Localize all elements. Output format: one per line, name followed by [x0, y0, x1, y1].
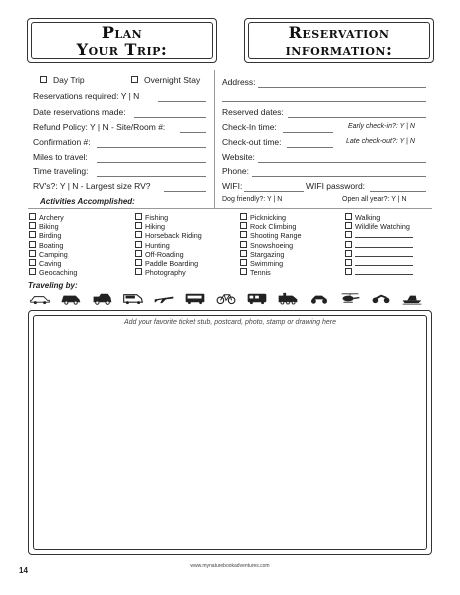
activity-item[interactable]	[240, 268, 271, 277]
activity-checkbox[interactable]	[29, 250, 36, 257]
activity-label: Fishing	[145, 213, 169, 222]
address-line-2[interactable]	[222, 101, 426, 102]
activity-item[interactable]	[29, 268, 77, 277]
activity-checkbox[interactable]	[240, 213, 247, 220]
confirmation-line[interactable]	[97, 147, 206, 148]
activity-label: Geocaching	[39, 268, 78, 278]
activity-checkbox[interactable]	[240, 259, 247, 266]
check-out-time-label: Check-out time:	[222, 137, 282, 147]
activity-checkbox[interactable]	[135, 213, 142, 220]
activity-label: Wildlife Watching	[355, 222, 410, 232]
activity-checkbox[interactable]	[345, 213, 352, 220]
traveling-heading: Traveling by:	[28, 281, 78, 290]
miles-to-travel-line[interactable]	[97, 162, 206, 163]
activity-item[interactable]	[135, 222, 165, 231]
suv-icon	[60, 291, 82, 305]
activity-item[interactable]	[240, 259, 283, 268]
reserved-dates-label: Reserved dates:	[222, 107, 284, 117]
activity-item[interactable]	[29, 222, 59, 231]
dog-friendly-label: Dog friendly?: Y | N	[222, 196, 283, 203]
activity-checkbox[interactable]	[29, 241, 36, 248]
refund-policy-label: Refund Policy: Y | N - Site/Room #:	[33, 122, 166, 132]
train-icon	[277, 291, 299, 305]
activity-item[interactable]	[240, 213, 286, 222]
wifi-password-line[interactable]	[370, 191, 426, 192]
activity-item[interactable]	[29, 231, 61, 240]
open-all-year-label: Open all year?: Y | N	[342, 196, 407, 203]
activity-checkbox[interactable]	[29, 222, 36, 229]
day-trip-label: Day Trip	[53, 75, 85, 85]
activity-checkbox[interactable]	[240, 222, 247, 229]
activity-label: Stargazing	[250, 249, 285, 259]
activity-item[interactable]	[345, 213, 380, 222]
activity-checkbox[interactable]	[240, 268, 247, 275]
site-room-line[interactable]	[180, 132, 206, 133]
activity-label: Hunting	[145, 240, 170, 250]
plan-title-line1: Plan	[101, 23, 143, 42]
check-out-time-line[interactable]	[287, 147, 333, 148]
activity-label: Walking	[355, 213, 381, 222]
activity-item[interactable]	[345, 241, 413, 250]
activity-checkbox[interactable]	[29, 231, 36, 238]
phone-label: Phone:	[222, 166, 249, 176]
wifi-line[interactable]	[244, 191, 304, 192]
activity-label: Horseback Riding	[145, 231, 202, 241]
reservation-title-line2: information:	[285, 40, 393, 59]
activity-label: Biking	[39, 222, 59, 232]
activity-checkbox[interactable]	[345, 231, 352, 238]
activity-checkbox[interactable]	[345, 222, 352, 229]
atv-icon	[308, 291, 330, 305]
wifi-password-label: WIFI password:	[306, 181, 366, 191]
activity-item[interactable]	[345, 222, 410, 231]
rvs-label: RV's?: Y | N - Largest size RV?	[33, 181, 151, 191]
activities-heading: Activities Accomplished:	[40, 197, 135, 206]
page-number: 14	[19, 566, 28, 575]
jeep-icon	[91, 291, 113, 305]
activity-item[interactable]	[29, 259, 61, 268]
activity-blank-line[interactable]	[355, 269, 413, 275]
activity-label: Boating	[39, 240, 64, 250]
activity-item[interactable]	[345, 259, 413, 268]
activity-checkbox[interactable]	[240, 231, 247, 238]
helicopter-icon	[339, 291, 361, 305]
activity-checkbox[interactable]	[135, 250, 142, 257]
late-check-out-label: Late check-out?: Y | N	[346, 138, 415, 145]
check-in-time-label: Check-In time:	[222, 122, 277, 132]
activity-item[interactable]	[135, 268, 186, 277]
activity-checkbox[interactable]	[345, 268, 352, 275]
wifi-label: WIFI:	[222, 181, 243, 191]
activity-item[interactable]	[135, 241, 170, 250]
activity-blank-line[interactable]	[355, 242, 413, 248]
footer-url: www.mynaturebookadventures.com	[190, 563, 270, 569]
activity-checkbox[interactable]	[29, 259, 36, 266]
reservation-title	[244, 24, 434, 58]
car-icon	[29, 291, 51, 305]
activity-checkbox[interactable]	[135, 268, 142, 275]
address-label: Address:	[222, 77, 256, 87]
date-reservations-made-line[interactable]	[134, 117, 206, 118]
motorcycle-icon	[370, 291, 392, 305]
time-traveling-label: Time traveling:	[33, 166, 89, 176]
check-in-time-line[interactable]	[283, 132, 333, 133]
activity-checkbox[interactable]	[135, 231, 142, 238]
website-line[interactable]	[258, 162, 426, 163]
activity-blank-line[interactable]	[355, 232, 413, 238]
activities-divider	[28, 208, 432, 209]
activity-checkbox[interactable]	[135, 222, 142, 229]
overnight-stay-label: Overnight Stay	[144, 75, 201, 85]
activity-item[interactable]	[135, 250, 184, 259]
reserved-dates-line[interactable]	[288, 117, 426, 118]
activity-blank-line[interactable]	[355, 251, 413, 257]
time-traveling-line[interactable]	[97, 176, 206, 177]
activity-item[interactable]	[240, 231, 302, 240]
confirmation-label: Confirmation #:	[33, 137, 91, 147]
activity-item[interactable]	[240, 250, 284, 259]
early-check-in-label: Early check-in?: Y | N	[348, 123, 415, 130]
activity-item[interactable]	[29, 213, 64, 222]
activity-label: Hiking	[145, 222, 165, 232]
activity-label: Caving	[39, 259, 62, 268]
activity-blank-line[interactable]	[355, 260, 413, 266]
van-icon	[122, 291, 144, 305]
activity-checkbox[interactable]	[135, 259, 142, 266]
activity-item[interactable]	[345, 231, 413, 240]
activity-item[interactable]	[345, 268, 413, 277]
activity-checkbox[interactable]	[345, 250, 352, 257]
date-reservations-made-label: Date reservations made:	[33, 107, 126, 117]
activity-label: Tennis	[250, 268, 271, 278]
rv-icon	[246, 291, 268, 305]
plan-title-line2: Your Trip:	[76, 40, 168, 59]
activity-label: Off-Roading	[145, 249, 184, 259]
miles-to-travel-label: Miles to travel:	[33, 152, 88, 162]
activity-label: Archery	[39, 213, 64, 222]
reservations-required-label: Reservations required: Y | N	[33, 91, 140, 101]
activity-label: Paddle Boarding	[145, 259, 199, 268]
activity-label: Camping	[39, 249, 68, 259]
activity-item[interactable]	[345, 250, 413, 259]
plan-title	[27, 24, 217, 58]
website-label: Website:	[222, 152, 255, 162]
activity-item[interactable]	[135, 259, 198, 268]
reservation-title-line1: Reservation	[288, 23, 390, 42]
bus-icon	[184, 291, 206, 305]
activity-item[interactable]	[240, 222, 296, 231]
activity-label: Swimming	[250, 259, 284, 268]
activity-checkbox[interactable]	[240, 241, 247, 248]
activity-item[interactable]	[29, 241, 63, 250]
rv-size-line[interactable]	[164, 191, 206, 192]
bicycle-icon	[215, 291, 237, 305]
activity-label: Photography	[145, 268, 186, 278]
activity-label: Shooting Range	[250, 231, 302, 241]
activity-label: Rock Climbing	[250, 222, 297, 232]
day-trip-checkbox[interactable]	[40, 76, 47, 83]
boat-icon	[401, 291, 423, 305]
phone-line[interactable]	[252, 176, 426, 177]
activity-item[interactable]	[240, 241, 293, 250]
activity-label: Snowshoeing	[250, 240, 294, 250]
activity-checkbox[interactable]	[135, 241, 142, 248]
column-divider	[214, 70, 215, 208]
activity-item[interactable]	[135, 231, 202, 240]
activity-checkbox[interactable]	[345, 241, 352, 248]
address-line-1[interactable]	[258, 87, 426, 88]
memento-frame	[28, 310, 432, 555]
activity-checkbox[interactable]	[240, 250, 247, 257]
overnight-stay-checkbox[interactable]	[131, 76, 138, 83]
reservations-required-line[interactable]	[158, 101, 206, 102]
activity-label: Birding	[39, 231, 62, 241]
activity-item[interactable]	[29, 250, 68, 259]
airplane-icon	[153, 291, 175, 305]
activity-label: Picknicking	[250, 213, 286, 222]
activity-checkbox[interactable]	[345, 259, 352, 266]
activity-item[interactable]	[135, 213, 168, 222]
activity-checkbox[interactable]	[29, 268, 36, 275]
activity-checkbox[interactable]	[29, 213, 36, 220]
memento-caption: Add your favorite ticket stub, postcard, photo, stamp or drawing here	[123, 319, 337, 326]
